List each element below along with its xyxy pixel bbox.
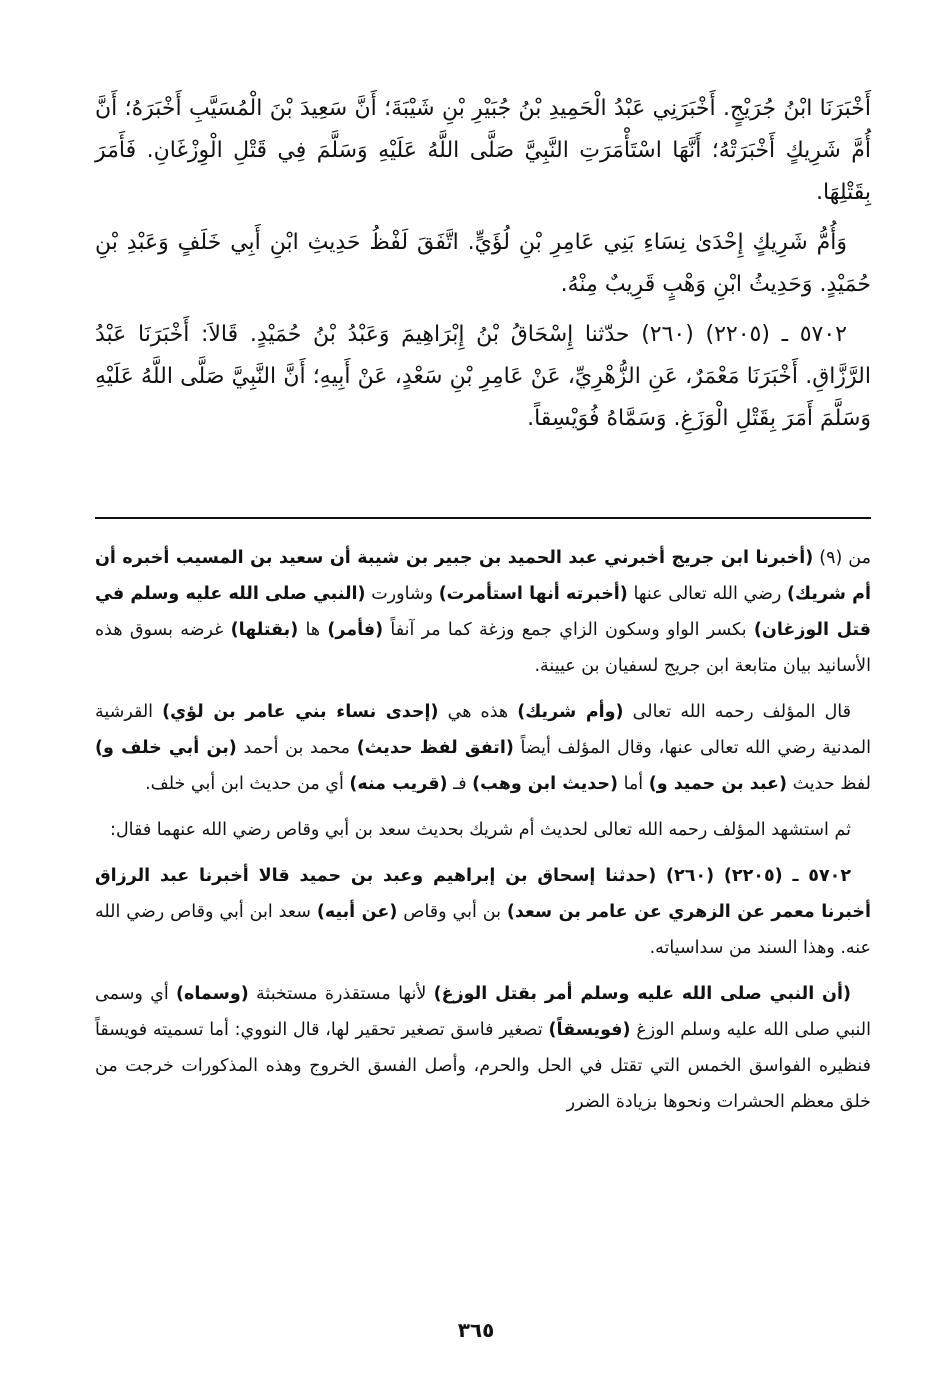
commentary-text: غرضه بسوق هذه الأسانيد بيان متابعة ابن جريج لسفيان بن عيينة. bbox=[95, 620, 871, 676]
commentary-paragraph bbox=[95, 858, 871, 966]
main-paragraph: ٥٧٠٢ ـ (٢٢٠٥) (٢٦٠) حدّثنا إِسْحَاقُ بْنُ إِبْرَاهِيمَ وَعَبْدُ بْنُ حُمَيْدٍ. قَالاَ: أَخْبَرَنَا عَبْدُ الرَّزَّاقِ. أَخْبَرَنَا مَعْمَرٌ، عَنِ الزُّهْرِيِّ، عَنْ عَامِرِ بْنِ سَعْدٍ، عَنْ أَبِيهِ؛ أَنَّ النَّبِيَّ صَلَّى اللَّهُ عَلَيْهِ وَسَلَّمَ أَمَرَ بِقَتْلِ الْوَزَغِ. وَسَمَّاهُ فُوَيْسِقاً. bbox=[95, 322, 871, 431]
page-number: ٣٦٥ bbox=[457, 1318, 495, 1342]
quoted-hadith-text: (حديث ابن وهب) bbox=[472, 774, 619, 794]
footnote-divider bbox=[95, 517, 871, 519]
commentary-text: محمد بن أحمد bbox=[236, 738, 357, 758]
quoted-hadith-text: (إحدى نساء بني عامر بن لؤي) bbox=[162, 702, 439, 722]
quoted-hadith-text: (أن النبي صلى الله عليه وسلم أمر بقتل الوزغ) bbox=[433, 984, 851, 1004]
commentary-text: ثم استشهد المؤلف رحمه الله تعالى لحديث أم شريك بحديث سعد بن أبي وقاص رضي الله عنهما فقال: bbox=[110, 820, 851, 840]
quoted-hadith-text: (عبد بن حميد و) bbox=[648, 774, 788, 794]
quoted-hadith-text: (وسماه) bbox=[176, 984, 249, 1004]
main-paragraph: وَأُمُّ شَرِيكٍ إِحْدَىٰ نِسَاءِ بَنِي عَامِرِ بْنِ لُؤَيٍّ. اتَّفَقَ لَفْظُ حَدِيثِ ابْنِ أَبِي خَلَفٍ وَعَبْدِ بْنِ حُمَيْدٍ. وَحَدِيثُ ابْنِ وَهْبٍ قَرِيبٌ مِنْهُ. bbox=[95, 230, 871, 297]
quoted-hadith-text: (بن أبي خلف و) bbox=[95, 738, 237, 758]
hadith-main-text bbox=[95, 88, 871, 448]
quoted-hadith-text: (أخبرته أنها استأمرت) bbox=[438, 584, 628, 604]
quoted-hadith-text: (فويسقاً) bbox=[548, 1020, 631, 1040]
main-paragraph: أَخْبَرَنَا ابْنُ جُرَيْجٍ. أَخْبَرَنِي عَبْدُ الْحَمِيدِ بْنُ جُبَيْرِ بْنِ شَيْبَةَ؛ أَنَّ سَعِيدَ بْنَ الْمُسَيَّبِ أَخْبَرَهُ؛ أَنَّ أُمَّ شَرِيكٍ أَخْبَرَتْهُ؛ أَنَّهَا اسْتَأْمَرَتِ النَّبِيَّ صَلَّى اللَّهُ عَلَيْهِ وَسَلَّمَ فِي قَتْلِ الْوِزْغَانِ. فَأَمَرَ بِقَتْلِهَا. bbox=[95, 96, 871, 205]
commentary-text: هذه هي bbox=[438, 702, 518, 722]
commentary-text: وشاورت bbox=[365, 584, 439, 604]
commentary-text: القرشية المدنية رضي الله تعالى عنها، وقال المؤلف أيضاً bbox=[95, 702, 872, 758]
commentary-text: فـ bbox=[447, 774, 473, 794]
quoted-hadith-text: (النبي صلى الله عليه وسلم في قتل الوزغان) bbox=[95, 584, 872, 640]
commentary-text: لأنها مستقذرة مستخبثة bbox=[248, 984, 434, 1004]
quoted-hadith-text: ٥٧٠٢ ـ (٢٢٠٥) (٢٦٠) (حدثنا إسحاق بن إبراهيم وعبد بن حميد قالا أخبرنا عبد الرزاق أخبرنا معمر عن الزهري عن عامر بن سعد) bbox=[95, 866, 871, 922]
commentary-text: قال المؤلف رحمه الله تعالى bbox=[623, 702, 851, 722]
commentary-text: سعد ابن أبي وقاص رضي الله عنه. وهذا السند من سداسياته. bbox=[95, 902, 871, 958]
commentary-paragraph bbox=[95, 976, 871, 1120]
quoted-hadith-text: (بقتلها) bbox=[230, 620, 299, 640]
commentary-text: بن أبي وقاص bbox=[397, 902, 507, 922]
commentary-text: أما bbox=[618, 774, 649, 794]
quoted-hadith-text: (قريب منه) bbox=[349, 774, 448, 794]
commentary-text: رضي الله تعالى عنها bbox=[627, 584, 788, 604]
quoted-hadith-text: (فأمر) bbox=[327, 620, 384, 640]
commentary-text: من (٩) bbox=[813, 548, 871, 568]
quoted-hadith-text: (اتفق لفظ حديث) bbox=[356, 738, 514, 758]
commentary-text: أي وسمى النبي صلى الله عليه وسلم الوزغ bbox=[95, 984, 871, 1040]
commentary-paragraph bbox=[95, 812, 871, 848]
quoted-hadith-text: (أخبرنا ابن جريج أخبرني عبد الحميد بن جبير بن شيبة أن سعيد بن المسيب أخبره أن أم شريك) bbox=[95, 548, 871, 604]
commentary-text: أي من حديث ابن أبي خلف. bbox=[145, 774, 350, 794]
commentary-text: تصغير فاسق تصغير تحقير لها، قال النووي: أما تسميته فويسقاً فنظيره الفواسق الخمس التي تقتل في الحل والحرم، وأصل الفسق الخروج وهذه المذكورات خرجت من خلق معظم الحشرات ونحوها بزيادة الضرر bbox=[95, 1020, 871, 1112]
commentary-paragraph bbox=[95, 694, 871, 802]
commentary-text: بكسر الواو وسكون الزاي جمع وزغة كما مر آنفاً bbox=[383, 620, 754, 640]
commentary-text: لفظ حديث bbox=[787, 774, 871, 794]
commentary-paragraph bbox=[95, 540, 871, 684]
quoted-hadith-text: (وأم شريك) bbox=[517, 702, 624, 722]
commentary bbox=[95, 540, 871, 1130]
commentary-text: ها bbox=[298, 620, 328, 640]
quoted-hadith-text: (عن أبيه) bbox=[316, 902, 398, 922]
